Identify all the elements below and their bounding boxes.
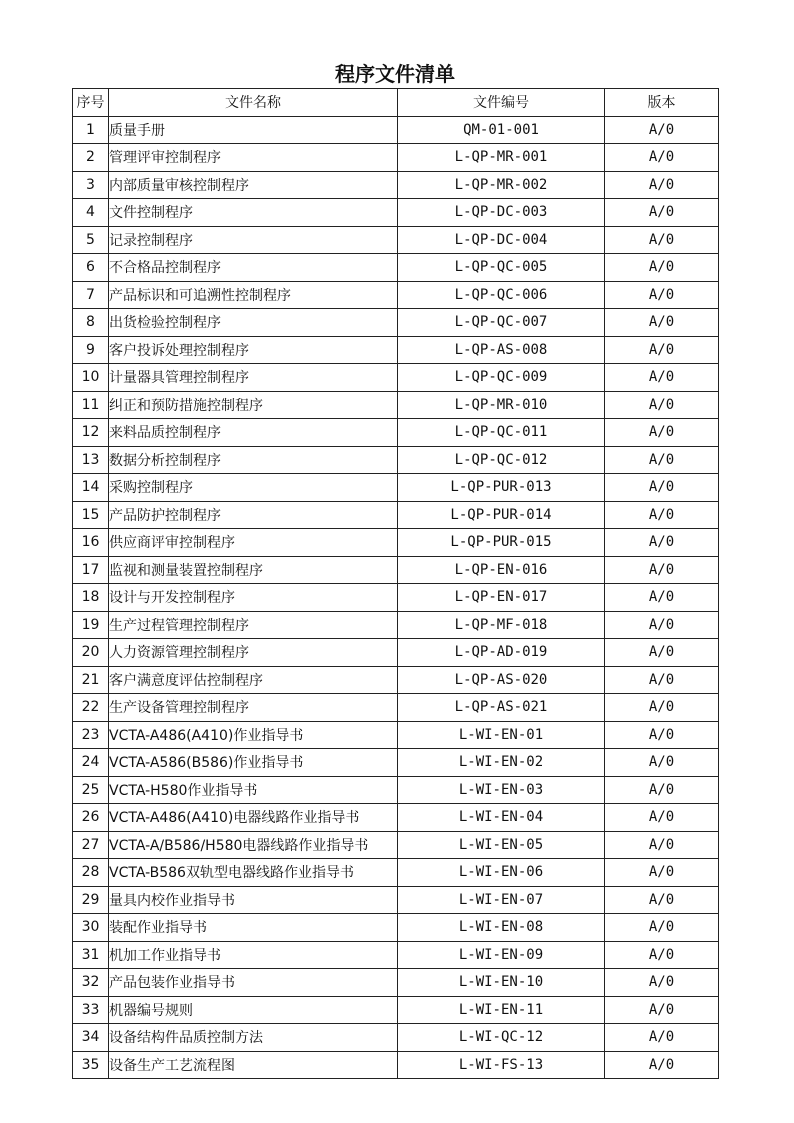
row-name-cell: 设计与开发控制程序 — [109, 584, 398, 612]
row-version-cell: A/0 — [605, 226, 719, 254]
row-no-cell: 11 — [73, 391, 109, 419]
row-no-cell: 23 — [73, 721, 109, 749]
row-no-cell: 8 — [73, 309, 109, 337]
table-row — [73, 749, 719, 777]
row-no-cell: 21 — [73, 666, 109, 694]
row-no-cell: 29 — [73, 886, 109, 914]
row-name-cell: 记录控制程序 — [109, 226, 398, 254]
row-version-cell: A/0 — [605, 446, 719, 474]
table-row — [73, 831, 719, 859]
row-name-cell: 管理评审控制程序 — [109, 144, 398, 172]
table-row — [73, 281, 719, 309]
table-row — [73, 886, 719, 914]
row-no-cell: 3 — [73, 171, 109, 199]
row-code-cell: L-QP-DC-004 — [398, 226, 605, 254]
row-name-cell: 机加工作业指导书 — [109, 941, 398, 969]
row-version-cell: A/0 — [605, 749, 719, 777]
row-version-cell: A/0 — [605, 941, 719, 969]
row-no-cell: 15 — [73, 501, 109, 529]
row-code-cell: L-WI-EN-06 — [398, 859, 605, 887]
table-row — [73, 391, 719, 419]
row-name-cell: 不合格品控制程序 — [109, 254, 398, 282]
row-code-cell: L-QP-AS-021 — [398, 694, 605, 722]
row-code-cell: L-WI-EN-07 — [398, 886, 605, 914]
row-name-cell: 来料品质控制程序 — [109, 419, 398, 447]
row-name-cell: 产品防护控制程序 — [109, 501, 398, 529]
row-version-cell: A/0 — [605, 474, 719, 502]
header-no: 序号 — [73, 89, 109, 117]
row-name-cell: 采购控制程序 — [109, 474, 398, 502]
row-no-cell: 18 — [73, 584, 109, 612]
row-no-cell: 12 — [73, 419, 109, 447]
row-version-cell: A/0 — [605, 1024, 719, 1052]
table-row — [73, 336, 719, 364]
table-row — [73, 364, 719, 392]
row-version-cell: A/0 — [605, 116, 719, 144]
row-no-cell: 2 — [73, 144, 109, 172]
table-row — [73, 254, 719, 282]
row-name-cell: VCTA-B586双轨型电器线路作业指导书 — [109, 859, 398, 887]
table-row — [73, 144, 719, 172]
row-code-cell: L-WI-QC-12 — [398, 1024, 605, 1052]
row-version-cell: A/0 — [605, 666, 719, 694]
table-row — [73, 584, 719, 612]
row-name-cell: 生产设备管理控制程序 — [109, 694, 398, 722]
row-no-cell: 28 — [73, 859, 109, 887]
row-name-cell: 设备结构件品质控制方法 — [109, 1024, 398, 1052]
row-code-cell: L-QP-QC-012 — [398, 446, 605, 474]
table-row — [73, 309, 719, 337]
row-version-cell: A/0 — [605, 914, 719, 942]
row-no-cell: 31 — [73, 941, 109, 969]
row-no-cell: 5 — [73, 226, 109, 254]
table-row — [73, 501, 719, 529]
row-code-cell: L-QP-PUR-014 — [398, 501, 605, 529]
row-code-cell: L-WI-EN-03 — [398, 776, 605, 804]
row-no-cell: 22 — [73, 694, 109, 722]
table-row — [73, 116, 719, 144]
row-name-cell: 供应商评审控制程序 — [109, 529, 398, 557]
table-row — [73, 1024, 719, 1052]
row-name-cell: 计量器具管理控制程序 — [109, 364, 398, 392]
row-name-cell: 机器编号规则 — [109, 996, 398, 1024]
row-code-cell: L-WI-EN-01 — [398, 721, 605, 749]
row-code-cell: L-QP-QC-006 — [398, 281, 605, 309]
row-code-cell: L-WI-EN-11 — [398, 996, 605, 1024]
table-row — [73, 969, 719, 997]
row-code-cell: L-QP-EN-016 — [398, 556, 605, 584]
table-row — [73, 996, 719, 1024]
row-version-cell: A/0 — [605, 556, 719, 584]
row-code-cell: L-QP-MR-002 — [398, 171, 605, 199]
row-name-cell: 内部质量审核控制程序 — [109, 171, 398, 199]
row-code-cell: L-QP-QC-009 — [398, 364, 605, 392]
row-code-cell: L-WI-EN-09 — [398, 941, 605, 969]
row-version-cell: A/0 — [605, 391, 719, 419]
row-code-cell: L-QP-PUR-013 — [398, 474, 605, 502]
row-code-cell: L-QP-MR-010 — [398, 391, 605, 419]
row-name-cell: VCTA-H580作业指导书 — [109, 776, 398, 804]
row-version-cell: A/0 — [605, 996, 719, 1024]
row-code-cell: L-QP-AS-020 — [398, 666, 605, 694]
table-row — [73, 556, 719, 584]
table-row — [73, 859, 719, 887]
row-code-cell: QM-01-001 — [398, 116, 605, 144]
row-version-cell: A/0 — [605, 501, 719, 529]
row-name-cell: 监视和测量装置控制程序 — [109, 556, 398, 584]
row-name-cell: 生产过程管理控制程序 — [109, 611, 398, 639]
row-version-cell: A/0 — [605, 199, 719, 227]
row-no-cell: 7 — [73, 281, 109, 309]
row-name-cell: 质量手册 — [109, 116, 398, 144]
row-version-cell: A/0 — [605, 144, 719, 172]
row-no-cell: 6 — [73, 254, 109, 282]
table-row — [73, 941, 719, 969]
table-row — [73, 446, 719, 474]
row-no-cell: 26 — [73, 804, 109, 832]
row-no-cell: 1 — [73, 116, 109, 144]
table-row — [73, 914, 719, 942]
row-version-cell: A/0 — [605, 254, 719, 282]
row-code-cell: L-WI-EN-02 — [398, 749, 605, 777]
row-no-cell: 13 — [73, 446, 109, 474]
table-row — [73, 721, 719, 749]
table-header-row — [73, 89, 719, 117]
row-no-cell: 19 — [73, 611, 109, 639]
row-no-cell: 24 — [73, 749, 109, 777]
row-no-cell: 35 — [73, 1051, 109, 1079]
row-name-cell: 人力资源管理控制程序 — [109, 639, 398, 667]
row-name-cell: 产品标识和可追溯性控制程序 — [109, 281, 398, 309]
row-code-cell: L-QP-AS-008 — [398, 336, 605, 364]
row-no-cell: 34 — [73, 1024, 109, 1052]
row-name-cell: 客户满意度评估控制程序 — [109, 666, 398, 694]
table-row — [73, 776, 719, 804]
table-row — [73, 804, 719, 832]
row-name-cell: 客户投诉处理控制程序 — [109, 336, 398, 364]
row-version-cell: A/0 — [605, 721, 719, 749]
row-version-cell: A/0 — [605, 694, 719, 722]
row-code-cell: L-QP-PUR-015 — [398, 529, 605, 557]
row-code-cell: L-QP-AD-019 — [398, 639, 605, 667]
table-row — [73, 639, 719, 667]
row-name-cell: VCTA-A486(A410)电器线路作业指导书 — [109, 804, 398, 832]
document-title: 程序文件清单 — [335, 62, 455, 86]
row-version-cell: A/0 — [605, 364, 719, 392]
row-code-cell: L-QP-QC-007 — [398, 309, 605, 337]
row-name-cell: 量具内校作业指导书 — [109, 886, 398, 914]
row-name-cell: VCTA-A/B586/H580电器线路作业指导书 — [109, 831, 398, 859]
row-name-cell: VCTA-A586(B586)作业指导书 — [109, 749, 398, 777]
table-row — [73, 529, 719, 557]
row-code-cell: L-WI-EN-08 — [398, 914, 605, 942]
row-version-cell: A/0 — [605, 969, 719, 997]
row-code-cell: L-WI-FS-13 — [398, 1051, 605, 1079]
row-version-cell: A/0 — [605, 171, 719, 199]
table-row — [73, 694, 719, 722]
row-no-cell: 25 — [73, 776, 109, 804]
row-no-cell: 17 — [73, 556, 109, 584]
header-code: 文件编号 — [398, 89, 605, 117]
row-version-cell: A/0 — [605, 859, 719, 887]
table-body — [73, 116, 719, 1079]
row-version-cell: A/0 — [605, 529, 719, 557]
row-code-cell: L-WI-EN-10 — [398, 969, 605, 997]
row-version-cell: A/0 — [605, 776, 719, 804]
row-code-cell: L-QP-MF-018 — [398, 611, 605, 639]
row-no-cell: 20 — [73, 639, 109, 667]
row-name-cell: 设备生产工艺流程图 — [109, 1051, 398, 1079]
row-code-cell: L-QP-QC-005 — [398, 254, 605, 282]
document-list-table — [72, 88, 719, 1079]
row-code-cell: L-QP-DC-003 — [398, 199, 605, 227]
row-code-cell: L-QP-MR-001 — [398, 144, 605, 172]
table-row — [73, 226, 719, 254]
row-name-cell: 纠正和预防措施控制程序 — [109, 391, 398, 419]
row-no-cell: 14 — [73, 474, 109, 502]
row-code-cell: L-WI-EN-05 — [398, 831, 605, 859]
row-version-cell: A/0 — [605, 804, 719, 832]
row-version-cell: A/0 — [605, 336, 719, 364]
row-no-cell: 30 — [73, 914, 109, 942]
row-name-cell: 出货检验控制程序 — [109, 309, 398, 337]
row-version-cell: A/0 — [605, 281, 719, 309]
row-no-cell: 33 — [73, 996, 109, 1024]
table-row — [73, 199, 719, 227]
row-code-cell: L-WI-EN-04 — [398, 804, 605, 832]
row-no-cell: 16 — [73, 529, 109, 557]
row-version-cell: A/0 — [605, 1051, 719, 1079]
table-row — [73, 171, 719, 199]
row-name-cell: 装配作业指导书 — [109, 914, 398, 942]
row-no-cell: 10 — [73, 364, 109, 392]
row-version-cell: A/0 — [605, 886, 719, 914]
row-version-cell: A/0 — [605, 611, 719, 639]
row-version-cell: A/0 — [605, 584, 719, 612]
row-code-cell: L-QP-EN-017 — [398, 584, 605, 612]
row-version-cell: A/0 — [605, 309, 719, 337]
table-row — [73, 419, 719, 447]
row-no-cell: 4 — [73, 199, 109, 227]
row-no-cell: 32 — [73, 969, 109, 997]
row-version-cell: A/0 — [605, 639, 719, 667]
table-row — [73, 474, 719, 502]
row-name-cell: 产品包装作业指导书 — [109, 969, 398, 997]
header-name: 文件名称 — [109, 89, 398, 117]
table-row — [73, 611, 719, 639]
row-name-cell: VCTA-A486(A410)作业指导书 — [109, 721, 398, 749]
table-row — [73, 1051, 719, 1079]
row-no-cell: 27 — [73, 831, 109, 859]
row-version-cell: A/0 — [605, 831, 719, 859]
row-code-cell: L-QP-QC-011 — [398, 419, 605, 447]
table-row — [73, 666, 719, 694]
row-name-cell: 数据分析控制程序 — [109, 446, 398, 474]
row-name-cell: 文件控制程序 — [109, 199, 398, 227]
row-version-cell: A/0 — [605, 419, 719, 447]
header-version: 版本 — [605, 89, 719, 117]
row-no-cell: 9 — [73, 336, 109, 364]
